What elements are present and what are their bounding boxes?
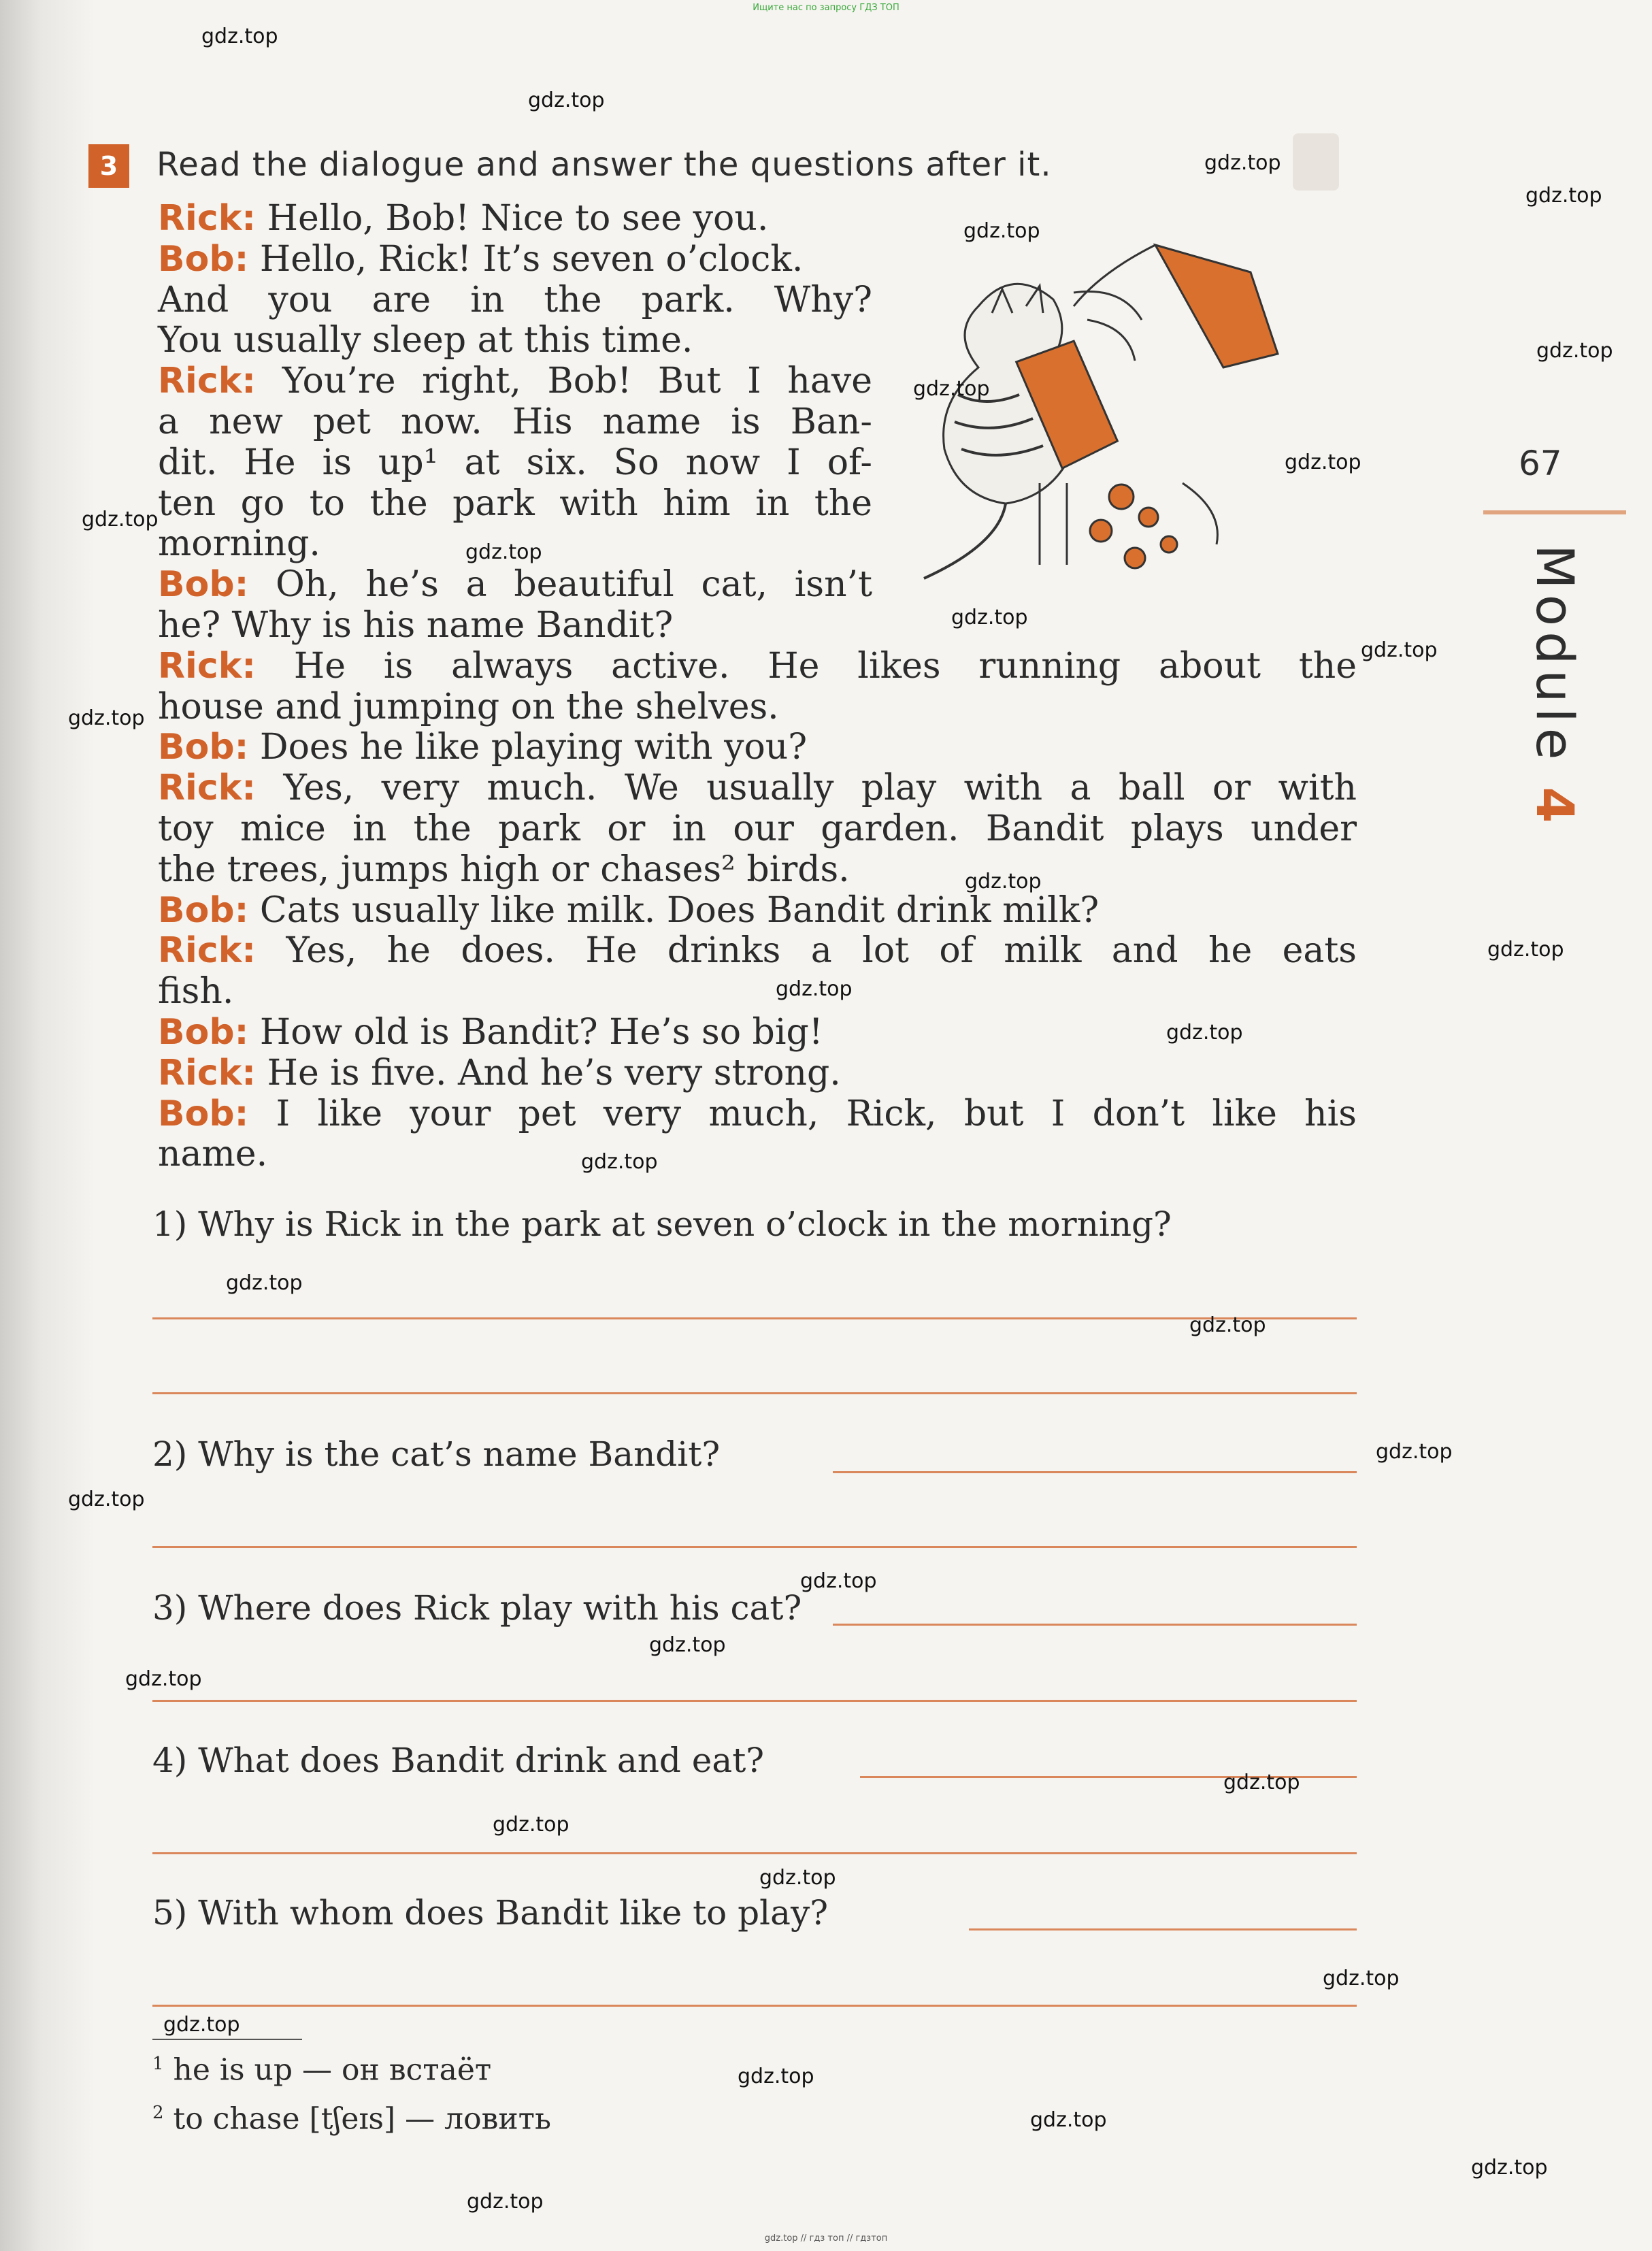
speaker: Rick: [158, 198, 257, 239]
footnote-1 [152, 2043, 551, 2092]
page-number: 67 [1519, 444, 1562, 483]
watermark: gdz.top [1030, 2108, 1107, 2132]
watermark: gdz.top [467, 2190, 544, 2214]
watermark: gdz.top [1204, 151, 1281, 175]
dialogue-line [158, 484, 872, 525]
footnotes [152, 2043, 551, 2140]
speaker: Rick: [158, 361, 257, 402]
watermark: gdz.top [528, 88, 605, 112]
watermark: gdz.top [125, 1667, 202, 1691]
speaker: Rick: [158, 930, 257, 972]
answer-line[interactable] [152, 1317, 1357, 1319]
faded-exercise-marker [1293, 133, 1339, 191]
footnote-2 [152, 2092, 551, 2141]
answer-line[interactable] [152, 1546, 1357, 1548]
watermark: gdz.top [963, 219, 1040, 243]
line-text: Yes, he does. He drinks a lot of milk and he eats [256, 930, 1357, 972]
exercise-instruction: Read the dialogue and answer the questions after it. [156, 146, 1052, 184]
line-text: a new pet now. His name is Ban- [158, 401, 872, 442]
speaker: Bob: [158, 1011, 249, 1053]
dialogue-line [158, 606, 1357, 646]
watermark: gdz.top [1525, 184, 1602, 208]
speaker: Rick: [158, 768, 257, 809]
watermark: gdz.top [965, 870, 1042, 893]
line-text: How old is Bandit? He’s so big! [248, 1011, 823, 1053]
watermark: gdz.top [68, 706, 145, 730]
line-text: toy mice in the park or in our garden. Bandit plays under [158, 808, 1357, 849]
dialogue-line [158, 687, 1357, 728]
dialogue-line [158, 1053, 1357, 1094]
watermark: gdz.top [465, 540, 542, 564]
speaker: Rick: [158, 1052, 257, 1094]
watermark: gdz.top [1471, 2156, 1548, 2180]
question-2: 2) Why is the cat’s name Bandit? [152, 1434, 721, 1474]
speaker: Bob: [158, 889, 249, 931]
speaker: Bob: [158, 564, 249, 606]
line-text: fish. [158, 971, 234, 1013]
line-text: dit. He is up¹ at six. So now I of- [158, 442, 872, 483]
watermark: gdz.top [1536, 339, 1613, 363]
watermark: gdz.top [1166, 1021, 1243, 1045]
watermark: gdz.top [493, 1813, 569, 1837]
dialogue-line [158, 280, 872, 321]
watermark: gdz.top [1323, 1967, 1400, 1990]
watermark: gdz.top [163, 2013, 240, 2037]
line-text: Does he like playing with you? [248, 727, 808, 768]
watermark: gdz.top [581, 1150, 658, 1174]
footnote-text: to chase [tʃeɪs] — ловить [173, 2101, 551, 2137]
answer-line[interactable] [833, 1471, 1357, 1473]
dialogue-line [158, 565, 872, 606]
speaker: Bob: [158, 727, 249, 768]
question-5: 5) With whom does Bandit like to play? [152, 1893, 829, 1933]
dialogue-line [158, 891, 1357, 932]
line-text: name. [158, 1134, 268, 1175]
watermark: gdz.top [1223, 1771, 1300, 1794]
answer-line[interactable] [152, 1852, 1357, 1854]
question-3: 3) Where does Rick play with his cat? [152, 1588, 802, 1628]
watermark: gdz.top [1189, 1313, 1266, 1337]
watermark: gdz.top [1285, 450, 1361, 474]
dialogue-line [158, 727, 1357, 768]
watermark: gdz.top [913, 377, 990, 401]
line-text: You’re right, Bob! But I have [256, 361, 872, 402]
line-text: Oh, he’s a beautiful cat, isn’t [248, 564, 872, 606]
speaker: Bob: [158, 238, 249, 280]
speaker: Rick: [158, 645, 257, 687]
footnote-mark: 1 [152, 2054, 164, 2074]
module-label-wrap [1525, 544, 1585, 828]
line-text: He is five. And he’s very strong. [256, 1052, 841, 1094]
watermark: gdz.top [800, 1569, 877, 1593]
line-text: Hello, Bob! Nice to see you. [256, 198, 769, 239]
dialogue-line [158, 809, 1357, 850]
line-text: You usually sleep at this time. [158, 320, 693, 361]
line-text: Yes, very much. We usually play with a ball or with [256, 768, 1357, 809]
module-tab [1449, 544, 1652, 844]
line-text: He is always active. He likes running about the [256, 645, 1357, 687]
watermark: gdz.top [1487, 938, 1564, 962]
dialogue-line [158, 361, 872, 402]
watermark: gdz.top [1361, 638, 1438, 662]
answer-line[interactable] [969, 1928, 1357, 1930]
module-divider [1483, 510, 1626, 514]
answer-line[interactable] [152, 1700, 1357, 1702]
watermark: gdz.top [226, 1271, 303, 1295]
dialogue-line [158, 931, 1357, 972]
watermark: gdz.top [776, 977, 853, 1001]
dialogue-line [158, 321, 1357, 361]
watermark: gdz.top [1376, 1440, 1453, 1464]
dialogue-line [158, 240, 872, 280]
line-text: Cats usually like milk. Does Bandit drink milk? [248, 889, 1100, 931]
watermark: gdz.top [759, 1866, 836, 1890]
answer-line[interactable] [833, 1624, 1357, 1626]
dialogue-line [158, 524, 1357, 565]
footnote-rule [152, 2039, 302, 2040]
dialogue-line [158, 402, 872, 443]
watermark: gdz.top [82, 508, 159, 531]
dialogue-line [158, 1134, 1357, 1175]
watermark: gdz.top [649, 1633, 726, 1657]
watermark: gdz.top [951, 606, 1028, 629]
exercise-number: 3 [88, 144, 129, 188]
dialogue-line [158, 199, 1357, 240]
module-label: Module [1525, 544, 1585, 766]
answer-line[interactable] [152, 2005, 1357, 2007]
dialogue-line [158, 1094, 1357, 1135]
question-4: 4) What does Bandit drink and eat? [152, 1741, 765, 1780]
line-text: ten go to the park with him in the [158, 482, 872, 524]
footnote-mark: 2 [152, 2102, 164, 2123]
line-text: house and jumping on the shelves. [158, 686, 779, 727]
line-text: And you are in the park. Why? [158, 279, 872, 321]
dialogue-line [158, 768, 1357, 809]
line-text: he? Why is his name Bandit? [158, 604, 674, 646]
watermark: gdz.top [68, 1488, 145, 1511]
dialogue-line [158, 443, 872, 484]
speaker: Bob: [158, 1093, 249, 1134]
line-text: Hello, Rick! It’s seven o’clock. [248, 238, 804, 280]
header-note: Ищите нас по запросу ГДЗ ТОП [753, 3, 899, 13]
line-text: I like your pet very much, Rick, but I don’t like his [248, 1093, 1357, 1134]
watermark: gdz.top [201, 24, 278, 48]
line-text: morning. [158, 523, 320, 565]
dialogue-line [158, 972, 1357, 1013]
dialogue-line [158, 646, 1357, 687]
footer-note: gdz.top // гдз топ // гдзтоп [764, 2233, 888, 2244]
watermark: gdz.top [738, 2065, 814, 2088]
footnote-text: he is up — он встаёт [173, 2052, 492, 2088]
question-1: 1) Why is Rick in the park at seven o’clock in the morning? [152, 1204, 1172, 1244]
answer-line[interactable] [152, 1392, 1357, 1394]
dialogue-line [158, 850, 1357, 891]
line-text: the trees, jumps high or chases² birds. [158, 849, 850, 890]
module-number: 4 [1525, 787, 1585, 829]
